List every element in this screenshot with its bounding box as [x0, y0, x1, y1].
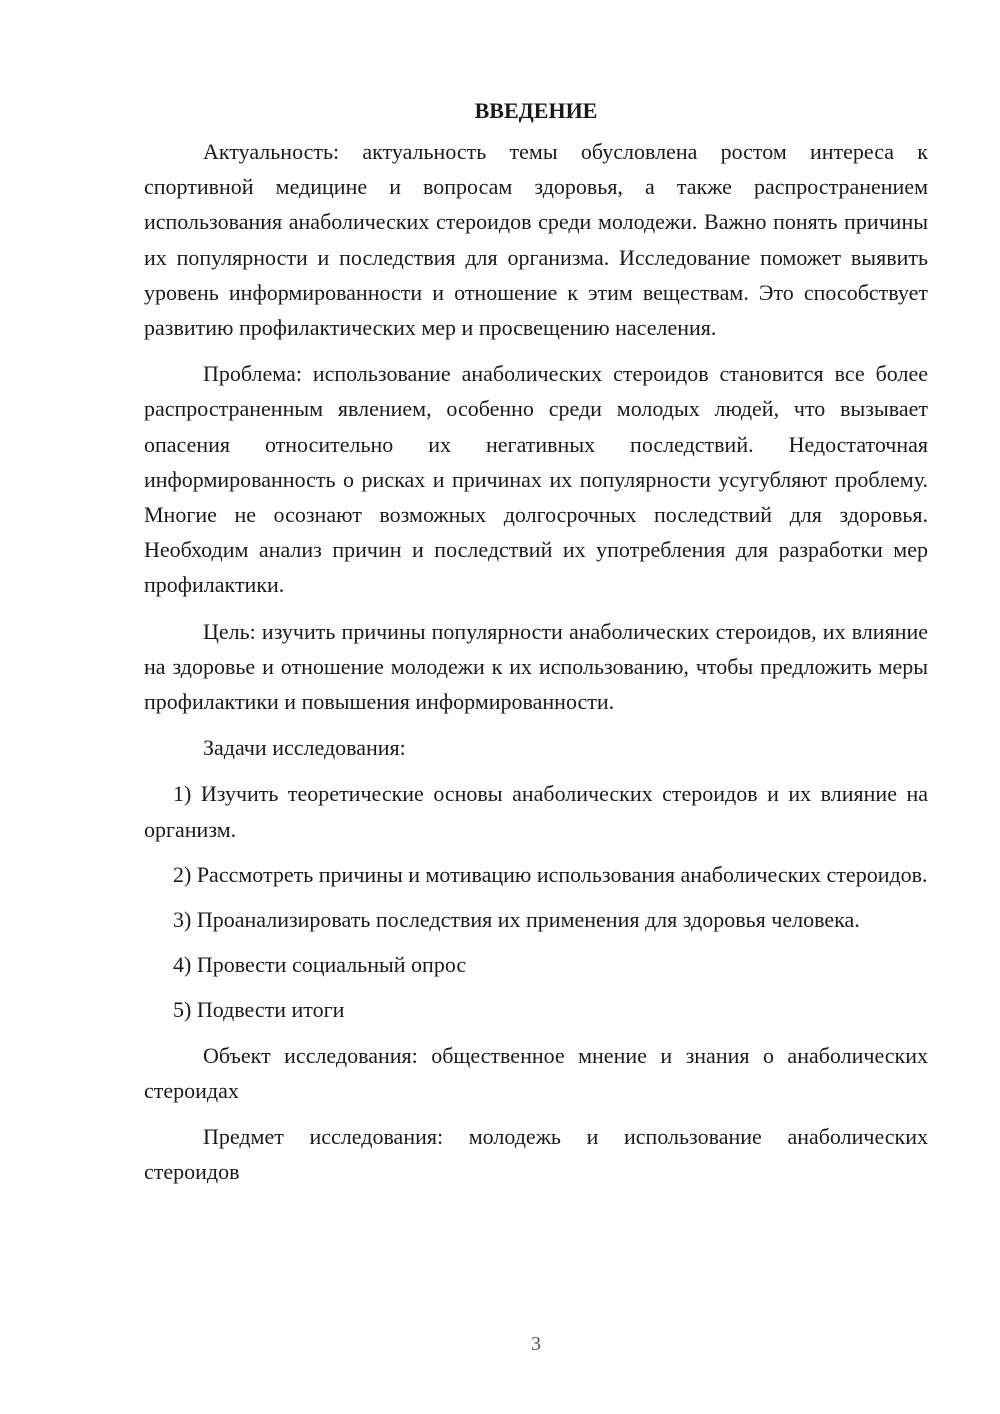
list-item: 5) Подвести итоги — [173, 997, 345, 1023]
list-item: 4) Провести социальный опрос — [173, 952, 467, 978]
subject-paragraph: Предмет исследования: молодежь и использование анаболических стероидов — [144, 1124, 928, 1185]
section-heading: ВВЕДЕНИЕ — [474, 98, 598, 123]
object-paragraph: Объект исследования: общественное мнение и знания о анаболических стероидах — [144, 1042, 928, 1103]
goal-paragraph: Цель: изучить причины популярности анаболических стероидов, их влияние на здоровье и отношение молодежи к их использованию, чтобы предложить меры профилактики и повышения информированности. — [144, 618, 928, 715]
problem-paragraph: Проблема: использование анаболических стероидов становится все более распространенным явлением, особенно среди молодых людей, что вызывает опасения относительно их негативных последствий. Недостаточная информированность о рисках и причинах их популярности усугубляют проблему. Многие не осознают возможных долгосрочных последствий для здоровья. Необходим анализ причин и последствий их употребления для разработки мер профилактики. — [144, 361, 928, 598]
tasks-heading: Задачи исследования: — [203, 735, 406, 761]
document-page — [144, 96, 928, 1200]
page-number: 3 — [531, 1333, 541, 1355]
list-item: 1) Изучить теоретические основы анаболических стероидов и их влияние на организм. — [144, 781, 928, 842]
tasks-list — [144, 776, 928, 1027]
relevance-paragraph: Актуальность: актуальность темы обусловлена ростом интереса к спортивной медицине и вопросам здоровья, а также распространением использования анаболических стероидов среди молодежи. Важно понять причины их популярности и последствия для организма. Исследование поможет выявить уровень информированности и отношение к этим веществам. Это способствует развитию профилактических мер и просвещению населения. — [144, 139, 928, 341]
list-item: 2) Рассмотреть причины и мотивацию использования анаболических стероидов. — [173, 861, 928, 887]
list-item: 3) Проанализировать последствия их применения для здоровья человека. — [173, 907, 860, 933]
